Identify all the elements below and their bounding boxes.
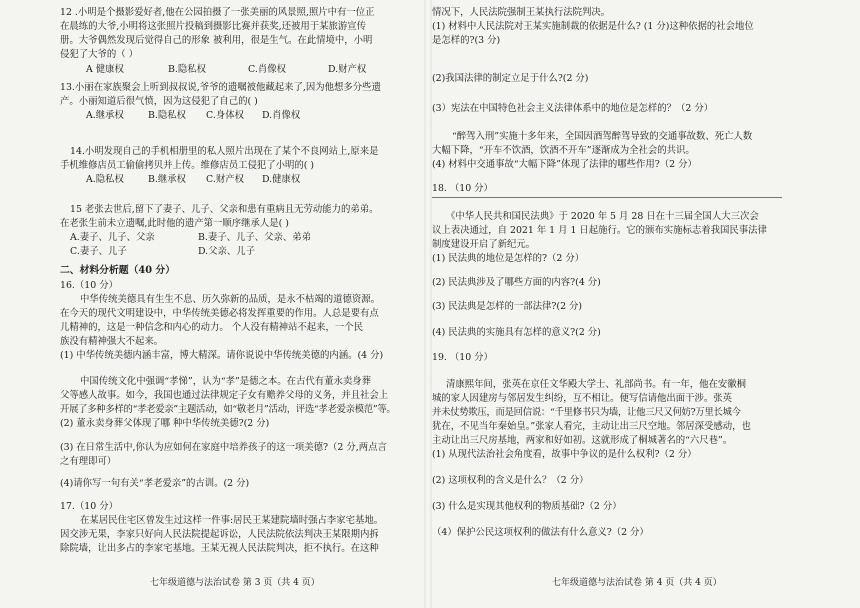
q19-sub-3: (3) 什么是实现其他权利的物质基础?（2 分） — [432, 501, 622, 512]
q13-option-c: C.身体权 — [206, 110, 244, 121]
q17-line-3: 除院墙，让出多占的李家宅基地。王某无视人民法院判决，拒不执行。在这种 — [60, 543, 379, 554]
q15-line-2: 在老张生前未立遗嘱,此时他的遗产第一顺序继承人是( ) — [60, 218, 289, 229]
q15-line-1: 15 老张去世后,留下了妻子、儿子、父亲和患有重病且无劳动能力的弟弟。 — [70, 204, 379, 215]
q18-sub-1: (1) 民法典的地位是怎样的?（2 分） — [432, 253, 585, 264]
section-2-title: 二、材料分析题（40 分） — [60, 265, 176, 276]
q16-sub-4: (4)请你写一句有关“孝老爱亲”的古训。(2 分) — [60, 478, 250, 489]
q16-sub-3-line-2: 之有理即可） — [60, 456, 117, 467]
q17-sub-3: (3）宪法在中国特色社会主义法律体系中的地位是怎样的？（2 分） — [432, 103, 714, 114]
q16-material2-line-1: 中国传统文化中强调“孝悌”，认为“孝”是德之本。在古代有董永卖身葬 — [80, 376, 372, 387]
q17-sub-2: (2)我国法律的制定立足于什么?(2 分) — [432, 73, 589, 84]
q16-material2-line-2: 父等感人故事。如今，我国也通过法律规定子女有赡养父母的义务，并且社会上 — [60, 390, 389, 401]
q12-line-3: 册。大爷偶然发现后觉得自己的形象 被利用，很是生气。在此情境中，小明 — [60, 35, 373, 46]
q14-option-d: D.健康权 — [262, 174, 301, 185]
q16-sub-1: (1) 中华传统美德内涵丰富，博大精深。请你说说中华传统美德的内涵。(4 分) — [60, 350, 384, 361]
q14-option-b: B.继承权 — [148, 174, 186, 185]
q16-material1-line-2: 在今天的现代文明建设中，中华传统美德必将发挥重要的作用。人总是要有点 — [60, 308, 379, 319]
q12-option-b: B.隐私权 — [168, 64, 206, 75]
q17-material-line-1: “醉驾入刑”实施十多年来，全国因酒驾醉驾导致的交通事故数、死亡人数 — [452, 131, 753, 142]
q13-line-2: 产。小丽知道后很气愤，因为这侵犯了自己的( ) — [60, 96, 258, 107]
q15-option-a: A.妻子、儿子、父亲 — [70, 232, 155, 243]
q19-sub-4: （4）保护公民这项权利的做法有什么意义?（2 分） — [432, 527, 649, 538]
q18-sub-3: (3) 民法典是怎样的一部法律?(2 分) — [432, 301, 583, 312]
q16-sub-2: (2) 董永卖身葬父体现了哪 种中华传统美德?(2 分) — [60, 418, 270, 429]
q12-line-4: 侵犯了大爷的（ ） — [60, 49, 138, 60]
q16-material2-line-3: 开展了多种多样的“孝老爱亲”主题活动，如“敬老月”活动，评选“孝老爱亲模范”等。 — [60, 404, 396, 415]
q18-sub-4: (4) 民法典的实施具有怎样的意义?(2 分) — [432, 327, 601, 338]
page-3 — [0, 0, 424, 608]
q15-option-d: D.父亲、儿子 — [198, 246, 256, 257]
page-4-footer: 七年级道德与法治试卷 第 4 页（共 4 页） — [552, 578, 722, 588]
q19-line-4: 犹在，不见当年秦始皇。”张家人看完，主动让出三尺空地。邻居深受感动，也 — [432, 421, 751, 432]
page-4 — [432, 0, 860, 608]
q17-sub-1-line-1: (1) 材料中人民法院对王某实施制裁的依据是什么? (1 分)这种依据的社会地位 — [432, 21, 754, 32]
q19-line-2: 城的家人因建房与邻居发生纠纷，互不相让。便写信请他出面干涉。张英 — [432, 393, 733, 404]
q17-sub-4: (4) 材料中交通事故“大幅下降”体现了法律的哪些作用?（2 分） — [432, 159, 697, 170]
q19-line-5: 主动让出三尺房基地，两家和好如初。这就形成了桐城著名的“六尺巷”。 — [432, 435, 733, 446]
q19-line-1: 清康熙年间，张英在京任文华殿大学士、礼部尚书。有一年，他在安徽桐 — [446, 379, 747, 390]
q18-line-1: 《中华人民共和国民法典》于 2020 年 5 月 28 日在十三届全国人大三次会 — [446, 211, 759, 222]
q19-sub-1: (1) 从现代法治社会角度看，故事中争议的是什么权利?（2 分） — [432, 449, 697, 460]
q17-line-1: 在某居民住宅区曾发生过这样一件事:居民王某建院墙时强占李家宅基地。 — [80, 515, 384, 526]
q18-sub-2: (2) 民法典涉及了哪些方面的内容?(4 分) — [432, 277, 601, 288]
q14-option-a: A.隐私权 — [86, 174, 124, 185]
q17-line-2: 因交涉无果，李家只好向人民法院提起诉讼，人民法院依法判决王某限期内拆 — [60, 529, 379, 540]
q12-line-2: 在晨练的大爷,小明将这张照片投稿到摄影比赛并获奖,还被用于某旅游宣传 — [60, 21, 366, 32]
q16-sub-3-line-1: (3) 在日常生活中,你认为应如何在家庭中培养孩子的这一项美德?（2 分,两点言 — [60, 442, 387, 453]
q19-line-3: 并未仗势欺压，而是回信说：“千里修书只为墙，让他三尺又何妨?万里长城今 — [432, 407, 741, 418]
q14-line-2: 手机维修店员工偷偷拷贝并上传。维修店员工侵犯了小明的( ) — [60, 160, 315, 171]
q18-line-2: 议上表决通过，自 2021 年 1 月 1 日起施行。它的颁布实施标志着我国民事法律 — [432, 225, 767, 236]
q12-option-d: D.财产权 — [328, 64, 367, 75]
q19-label: 19. （10 分） — [432, 352, 493, 363]
q13-option-a: A.继承权 — [86, 110, 124, 121]
page-3-footer: 七年级道德与法治试卷 第 3 页（共 4 页） — [150, 578, 320, 588]
q16-material1-line-1: 中华传统美德具有生生不息、历久弥新的品质，是永不枯竭的道德资源。 — [80, 294, 381, 305]
q18-divider — [432, 197, 782, 198]
q12-line-1: 12 .小明是个摄影爱好者,他在公园拍摄了一张美丽的风景照,照片中有一位正 — [60, 7, 375, 18]
q17-label: 17.（10 分） — [60, 501, 118, 512]
page-fold — [424, 0, 432, 608]
q14-line-1: 14.小明发现自己的手机相册里的私人照片出现在了某个不良网站上,原来是 — [70, 146, 379, 157]
q18-line-3: 制度建设开启了新纪元。 — [432, 239, 536, 250]
q16-material1-line-4: 族没有精神强大不起来。 — [60, 336, 164, 347]
q13-line-1: 13.小丽在家族聚会上听到叔叔说,爷爷的遗嘱被他藏起来了,因为他想多分些遗 — [60, 82, 381, 93]
q19-sub-2: (2) 这项权利的含义是什么？（2 分） — [432, 475, 589, 486]
q12-option-a: A 健康权 — [86, 64, 124, 75]
q17-sub-1-line-2: 是怎样的?(3 分) — [432, 35, 501, 46]
q12-option-c: C.肖像权 — [248, 64, 286, 75]
q13-option-d: D.肖像权 — [262, 110, 301, 121]
q14-option-c: C.财产权 — [206, 174, 244, 185]
q17-material-line-2: 大幅下降，“开车不饮酒，饮酒不开车”逐渐成为全社会的共识。 — [432, 145, 695, 156]
q16-material1-line-3: 儿精神的，这是一种信念和内心的动力。 个人没有精神站不起来，一个民 — [60, 322, 363, 333]
q16-label: 16.（10 分） — [60, 280, 118, 291]
q13-option-b: B.隐私权 — [148, 110, 186, 121]
q18-label: 18. （10 分） — [432, 183, 493, 194]
q15-option-b: B.妻子、儿子、父亲、弟弟 — [198, 232, 311, 243]
q17-cont-line-1: 情况下，人民法院强制王某执行法院判决。 — [432, 7, 611, 18]
q15-option-c: C.妻子、儿子 — [70, 246, 127, 257]
